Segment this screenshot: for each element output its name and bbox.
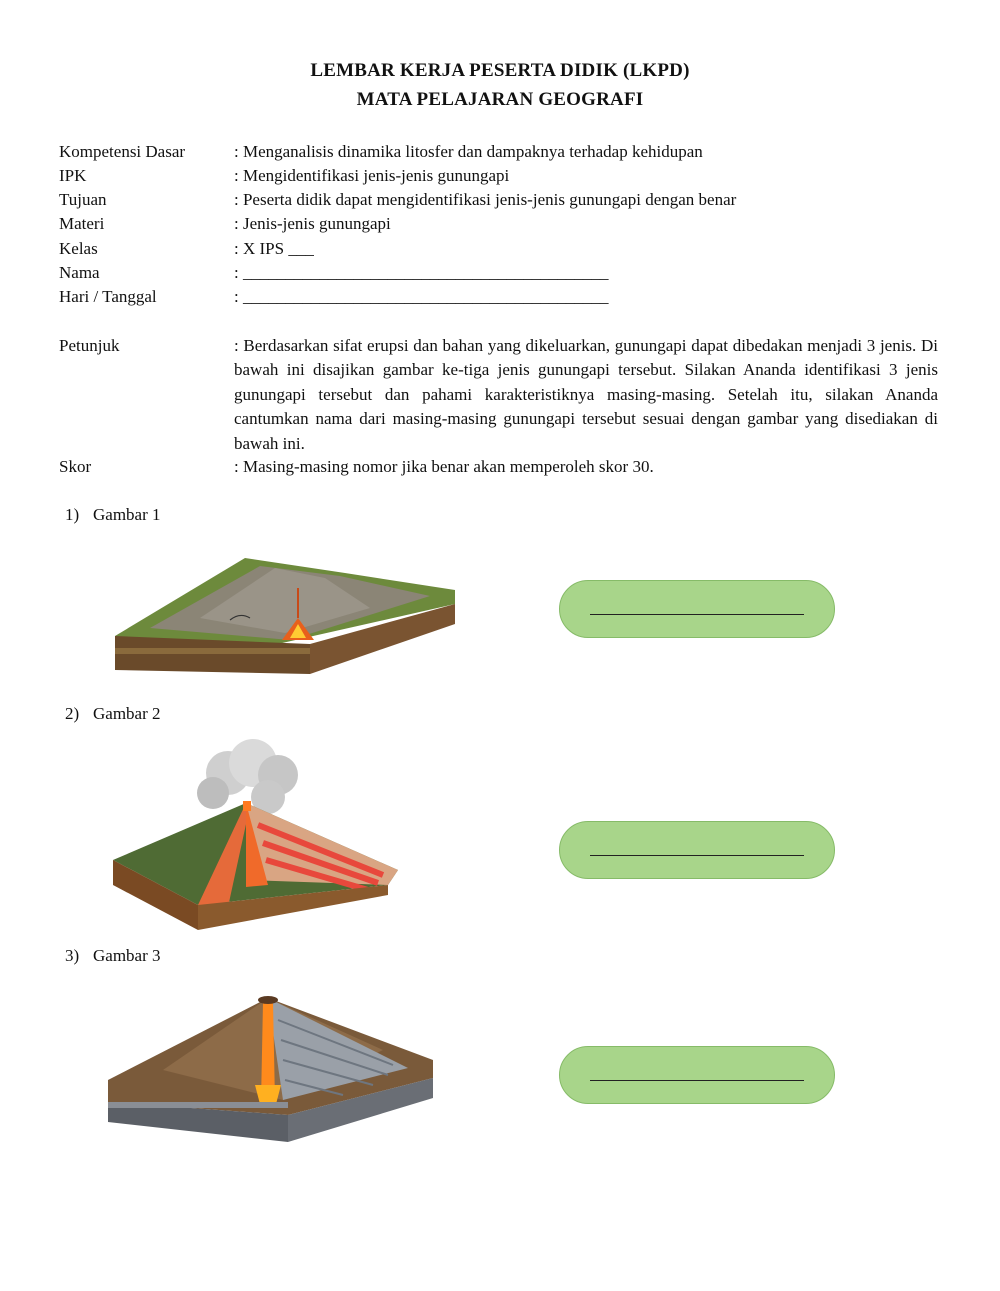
nama-field[interactable]: : ___________________________________________ — [234, 263, 609, 282]
instructions-text: : Berdasarkan sifat erupsi dan bahan yang dikeluarkan, gunungapi dapat dibedakan menjadi 3 jenis. Di bawah ini disajikan gambar ke-tiga jenis gunungapi tersebut. Silakan Ananda identifikasi 3 jenis gunungapi tersebut dan pahami karakteristiknya masing-masing. Setelah itu, silakan Ananda cantumkan nama dari masing-masing gunungapi tersebut sesuai dengan gambar yang disediakan di bawah ini. — [234, 336, 938, 453]
info-value: : Mengidentifikasi jenis-jenis gunungapi — [234, 166, 510, 185]
answer-pill-3[interactable] — [559, 1046, 835, 1104]
question-1-heading — [65, 505, 161, 525]
instructions-label: Petunjuk — [59, 336, 120, 355]
page-subtitle: MATA PELAJARAN GEOGRAFI — [356, 89, 644, 110]
question-2-heading — [65, 704, 161, 724]
answer-line — [590, 855, 804, 856]
score-text: : Masing-masing nomor jika benar akan memperoleh skor 30. — [234, 457, 654, 476]
question-number: 1) — [65, 505, 80, 524]
info-label: Hari / Tanggal — [59, 287, 157, 306]
question-number: 2) — [65, 704, 80, 723]
cinder-cone-volcano-image — [103, 990, 438, 1150]
answer-pill-1[interactable] — [559, 580, 835, 638]
question-label: Gambar 1 — [93, 505, 161, 524]
info-label: Nama — [59, 263, 100, 282]
page-title: LEMBAR KERJA PESERTA DIDIK (LKPD) — [310, 60, 690, 81]
question-3-heading — [65, 946, 161, 966]
question-label: Gambar 3 — [93, 946, 161, 965]
question-number: 3) — [65, 946, 80, 965]
info-label: Kompetensi Dasar — [59, 142, 186, 161]
score-label: Skor — [59, 457, 92, 476]
info-label: Kelas — [59, 239, 98, 258]
info-value: : Menganalisis dinamika litosfer dan dampaknya terhadap kehidupan — [234, 142, 703, 161]
answer-line — [590, 1080, 804, 1081]
shield-volcano-image — [110, 548, 460, 678]
answer-pill-2[interactable] — [559, 821, 835, 879]
answer-line — [590, 614, 804, 615]
kelas-field[interactable]: : X IPS ___ — [234, 239, 314, 258]
info-label: Materi — [59, 214, 105, 233]
question-label: Gambar 2 — [93, 704, 161, 723]
info-label: IPK — [59, 166, 87, 185]
info-value: : Peserta didik dapat mengidentifikasi jenis-jenis gunungapi dengan benar — [234, 190, 737, 209]
info-label: Tujuan — [59, 190, 107, 209]
info-value: : Jenis-jenis gunungapi — [234, 214, 391, 233]
hari-tanggal-field[interactable]: : ___________________________________________ — [234, 287, 609, 306]
stratovolcano-image — [108, 735, 403, 935]
